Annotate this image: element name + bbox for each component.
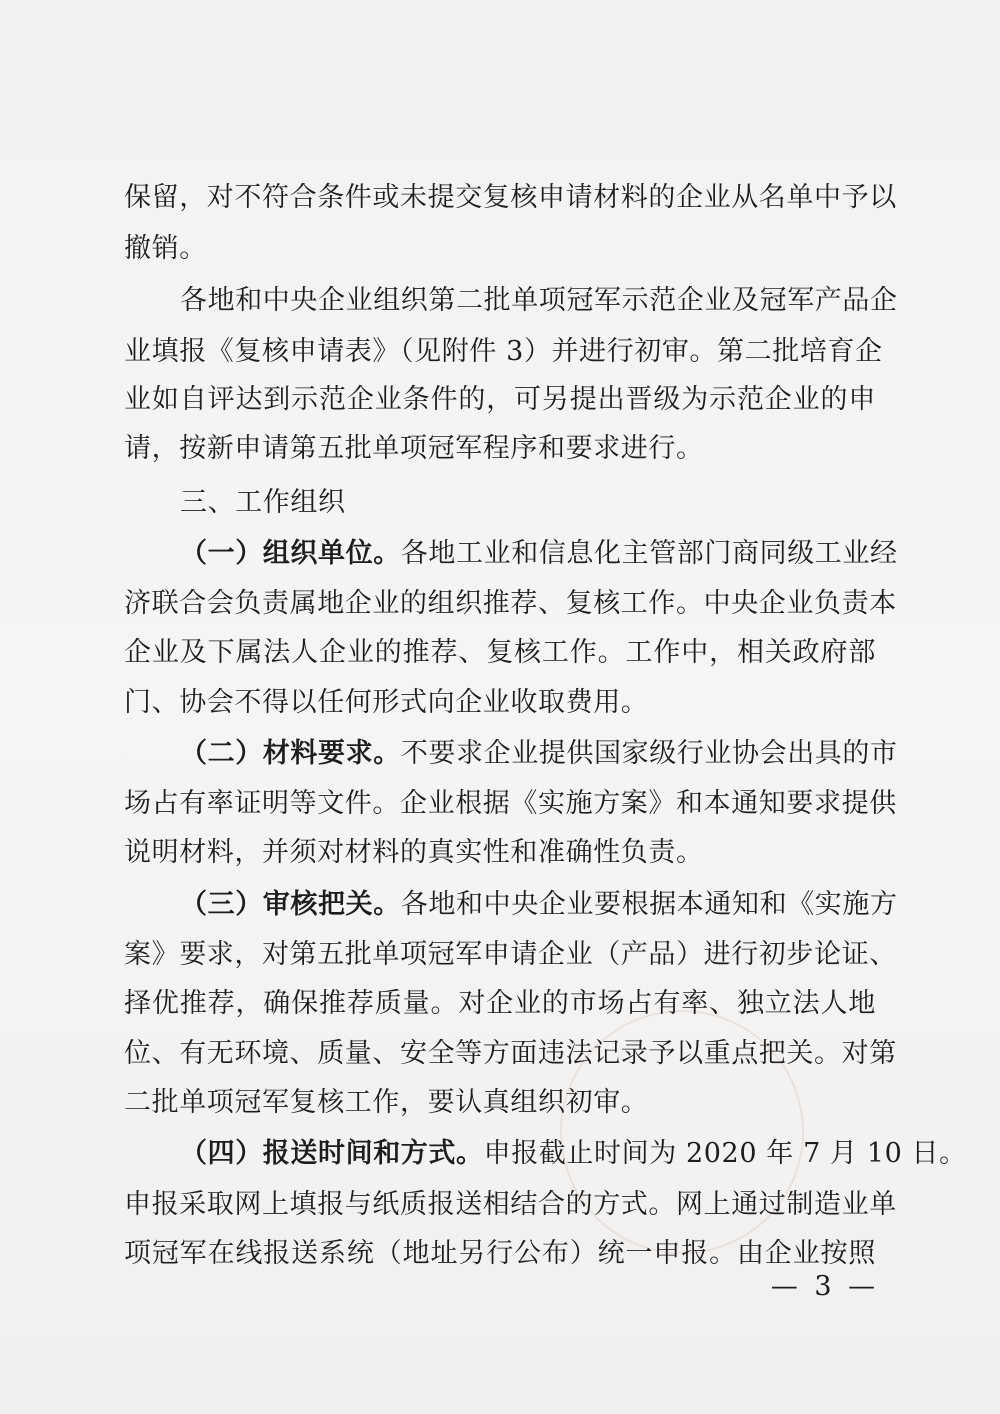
text-line: 二批单项冠军复核工作，要认真组织初审。 [124, 1087, 649, 1118]
subsection-lead: （三）审核把关。 [180, 889, 401, 920]
text-line: 择优推荐，确保推荐质量。对企业的市场占有率、独立法人地 [124, 988, 876, 1019]
text-line: 请，按新申请第五批单项冠军程序和要求进行。 [124, 433, 704, 464]
text-line: 撤销。 [124, 233, 207, 264]
text-line: 案》要求，对第五批单项冠军申请企业（产品）进行初步论证、 [124, 939, 897, 970]
text-line: 各地和中央企业组织第二批单项冠军示范企业及冠军产品企 [180, 285, 898, 316]
text-line: 申报采取网上填报与纸质报送相结合的方式。网上通过制造业单 [124, 1189, 897, 1220]
text-line: 济联合会负责属地企业的组织推荐、复核工作。中央企业负责本 [124, 588, 897, 619]
text-line: （四）报送时间和方式。申报截止时间为 2020 年 7 月 10 日。 [180, 1138, 967, 1169]
text-line: 业填报《复核申请表》（见附件 3）并进行初审。第二批培育企 [124, 336, 883, 367]
text-line: 业如自评达到示范企业条件的，可另提出晋级为示范企业的申 [124, 384, 876, 415]
text-line: 位、有无环境、质量、安全等方面违法记录予以重点把关。对第 [124, 1038, 897, 1069]
text-line: 企业及下属法人企业的推荐、复核工作。工作中，相关政府部 [124, 637, 876, 668]
text-line: （一）组织单位。各地工业和信息化主管部门商同级工业经 [180, 538, 898, 569]
subsection-lead: （一）组织单位。 [180, 538, 401, 569]
text-line: （二）材料要求。不要求企业提供国家级行业协会出具的市 [180, 738, 898, 769]
subsection-lead: （二）材料要求。 [180, 738, 401, 769]
text-line: 场占有率证明等文件。企业根据《实施方案》和本通知要求提供 [124, 788, 897, 819]
text-line: 门、协会不得以任何形式向企业收取费用。 [124, 687, 649, 718]
subsection-lead: （四）报送时间和方式。 [180, 1138, 484, 1169]
text-line: 说明材料，并须对材料的真实性和准确性负责。 [124, 837, 704, 868]
text-line: 保留，对不符合条件或未提交复核申请材料的企业从名单中予以 [124, 182, 897, 213]
text-line: （三）审核把关。各地和中央企业要根据本通知和《实施方 [180, 889, 898, 920]
section-heading: 三、工作组织 [180, 487, 346, 518]
text-line: 项冠军在线报送系统（地址另行公布）统一申报。由企业按照 [124, 1238, 876, 1269]
page-number: — 3 — [770, 1271, 880, 1302]
